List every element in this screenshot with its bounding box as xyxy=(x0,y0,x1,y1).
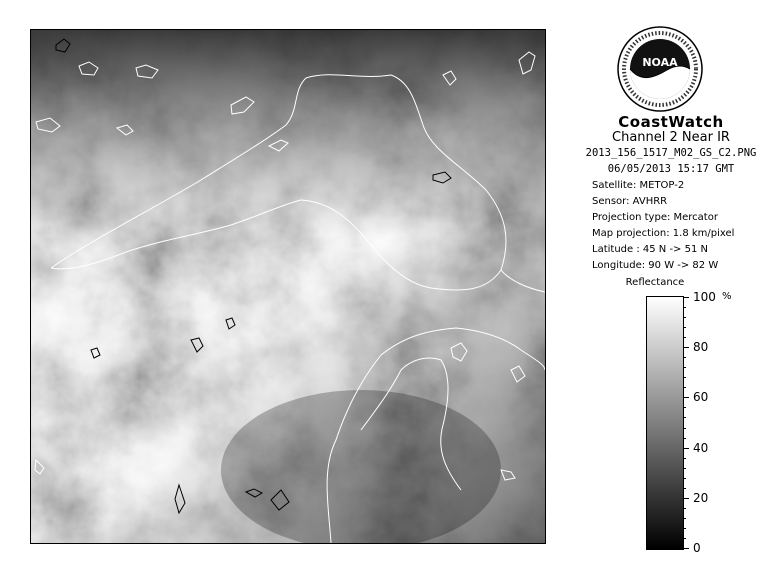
colorbar-tick xyxy=(683,387,686,388)
colorbar-tick xyxy=(683,458,686,459)
colorbar-tick xyxy=(683,518,686,519)
colorbar-tick xyxy=(683,367,686,368)
colorbar-tick xyxy=(683,548,689,549)
colorbar-label-20: 20 xyxy=(693,490,709,505)
channel-label: Channel 2 Near IR xyxy=(612,130,730,145)
colorbar-tick xyxy=(683,538,686,539)
noaa-logo-text: NOAA xyxy=(642,56,678,69)
colorbar-tick xyxy=(683,448,689,449)
colorbar-tick xyxy=(683,377,686,378)
colorbar-tick xyxy=(683,397,689,398)
colorbar-tick xyxy=(683,478,686,479)
colorbar-tick xyxy=(683,297,689,298)
colorbar-label-0: 0 xyxy=(693,541,701,555)
colorbar-tick xyxy=(683,508,686,509)
map-projection-label: Map projection: 1.8 km/pixel xyxy=(592,228,735,239)
colorbar-tick xyxy=(683,488,686,489)
colorbar-tick xyxy=(683,337,686,338)
colorbar-label-100: 100 xyxy=(693,290,716,304)
projection-type-label: Projection type: Mercator xyxy=(592,212,718,223)
reflectance-map xyxy=(31,30,545,543)
noaa-logo xyxy=(617,26,703,112)
longitude-label: Longitude: 90 W -> 82 W xyxy=(592,260,719,271)
colorbar-tick xyxy=(683,307,686,308)
colorbar-label-80: 80 xyxy=(693,340,709,355)
colorbar-tick xyxy=(683,438,686,439)
colorbar-tick xyxy=(683,417,686,418)
colorbar-label-60: 60 xyxy=(693,390,709,405)
colorbar-tick xyxy=(683,347,689,348)
latitude-label: Latitude : 45 N -> 51 N xyxy=(592,244,708,255)
colorbar-tick xyxy=(683,407,686,408)
colorbar-tick xyxy=(683,428,686,429)
colorbar-tick xyxy=(683,357,686,358)
lake-shadow xyxy=(221,390,501,543)
coastwatch-title: CoastWatch xyxy=(618,113,724,131)
colorbar-tick xyxy=(683,528,686,529)
filename-label: 2013_156_1517_M02_GS_C2.PNG xyxy=(585,147,757,159)
colorbar-tick xyxy=(683,327,686,328)
satellite-label: Satellite: METOP-2 xyxy=(592,180,685,191)
colorbar-label-40: 40 xyxy=(693,440,709,455)
sensor-label: Sensor: AVHRR xyxy=(592,196,668,207)
satellite-image[interactable] xyxy=(30,29,546,544)
colorbar-tick xyxy=(683,317,686,318)
datetime-label: 06/05/2013 15:17 GMT xyxy=(607,163,735,175)
colorbar-title: Reflectance xyxy=(625,277,685,288)
colorbar-tick xyxy=(683,468,686,469)
reflectance-colorbar xyxy=(646,296,684,550)
colorbar-tick xyxy=(683,498,689,499)
colorbar-unit: % xyxy=(722,291,732,302)
